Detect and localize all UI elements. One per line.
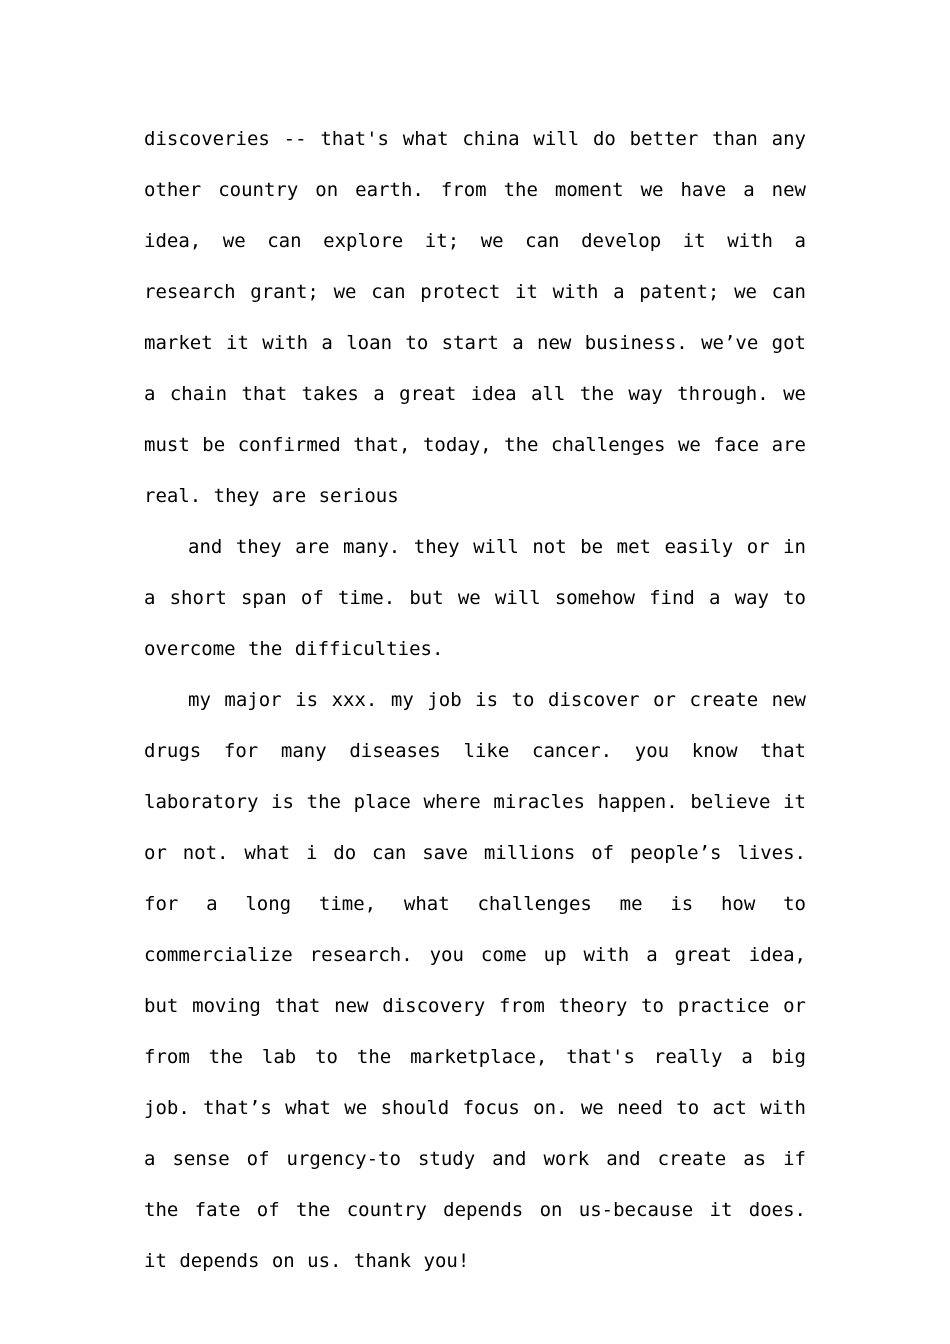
paragraph-1: discoveries -- that's what china will do better than any other country on earth. from the moment we have a new idea, we can explore it; we can develop it with a research grant; we can protect it with a patent; we can market it with a loan to start a new business. we’ve got a chain that takes a great idea all the way through. we must be confirmed that, today, the challenges we face are real. they are serious [144,128,806,507]
document-body [144,114,806,1287]
paragraph-2: and they are many. they will not be met easily or in a short span of time. but we will somehow find a way to overcome the difficulties. [144,536,806,660]
paragraph-3: my major is xxx. my job is to discover or create new drugs for many diseases like cancer. you know that laboratory is the place where miracles happen. believe it or not. what i do can save millions of people’s lives. for a long time, what challenges me is how to commercialize research. you come up with a great idea, but moving that new discovery from theory to practice or from the lab to the marketplace, that's really a big job. that’s what we should focus on. we need to act with a sense of urgency-to study and work and create as if the fate of the country depends on us-because it does. it depends on us. thank you! [144,689,806,1272]
